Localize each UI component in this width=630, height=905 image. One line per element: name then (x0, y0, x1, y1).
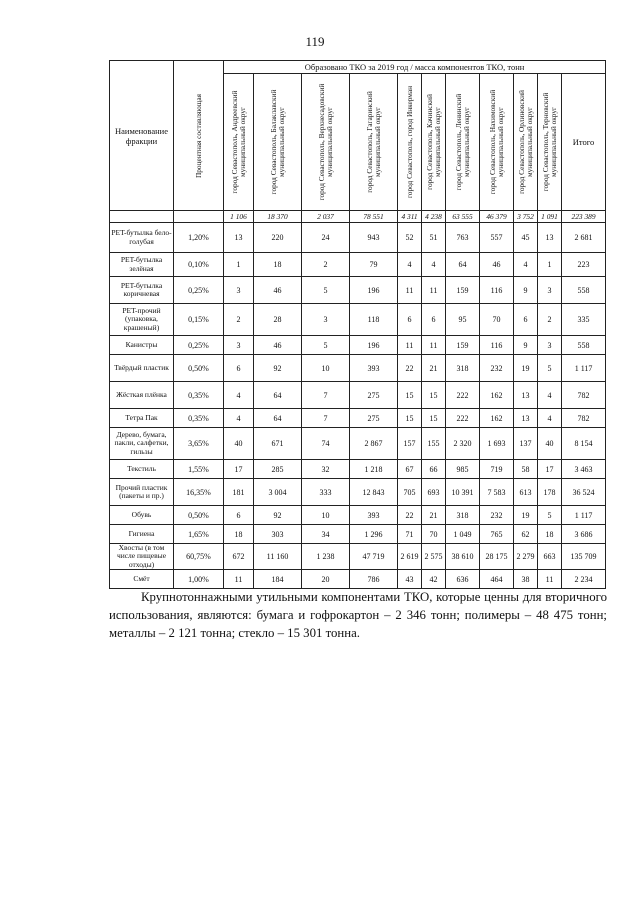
district-value: 18 (224, 525, 254, 544)
row-total: 782 (562, 409, 606, 428)
district-mass: 4 238 (422, 211, 446, 223)
district-value: 71 (398, 525, 422, 544)
district-value: 17 (224, 460, 254, 479)
table-body (110, 223, 606, 589)
district-value: 232 (480, 506, 514, 525)
district-value: 51 (422, 223, 446, 253)
mass-total: 223 389 (562, 211, 606, 223)
fraction-percent: 16,35% (174, 479, 224, 506)
district-value: 21 (422, 506, 446, 525)
district-value: 66 (422, 460, 446, 479)
fraction-percent: 0,15% (174, 304, 224, 336)
district-value: 12 843 (350, 479, 398, 506)
row-total: 2 681 (562, 223, 606, 253)
table-row (110, 525, 606, 544)
district-value: 2 279 (514, 544, 538, 570)
district-value: 118 (350, 304, 398, 336)
header-district: город Севастополь, Андреевский муниципальный округ (224, 74, 254, 211)
district-value: 74 (302, 428, 350, 460)
fraction-name: Смёт (110, 570, 174, 589)
district-value: 196 (350, 277, 398, 304)
district-value: 1 296 (350, 525, 398, 544)
district-value: 1 (538, 253, 562, 277)
district-value: 46 (480, 253, 514, 277)
district-value: 220 (254, 223, 302, 253)
district-value: 178 (538, 479, 562, 506)
district-value: 15 (398, 409, 422, 428)
row-total: 558 (562, 336, 606, 355)
district-value: 5 (302, 277, 350, 304)
fraction-percent: 1,00% (174, 570, 224, 589)
district-value: 9 (514, 277, 538, 304)
district-value: 13 (514, 382, 538, 409)
district-mass: 1 106 (224, 211, 254, 223)
district-value: 28 175 (480, 544, 514, 570)
district-value: 184 (254, 570, 302, 589)
table-row (110, 336, 606, 355)
header-district: город Севастополь, Балаклавский муниципальный округ (254, 74, 302, 211)
district-value: 15 (422, 382, 446, 409)
district-mass: 63 555 (446, 211, 480, 223)
district-value: 464 (480, 570, 514, 589)
table-row (110, 304, 606, 336)
district-value: 11 (422, 277, 446, 304)
district-value: 22 (398, 355, 422, 382)
district-value: 333 (302, 479, 350, 506)
district-value: 52 (398, 223, 422, 253)
fraction-percent: 1,20% (174, 223, 224, 253)
district-value: 557 (480, 223, 514, 253)
district-value: 162 (480, 409, 514, 428)
district-value: 40 (224, 428, 254, 460)
district-value: 11 (422, 336, 446, 355)
district-value: 763 (446, 223, 480, 253)
row-total: 2 234 (562, 570, 606, 589)
district-value: 64 (254, 409, 302, 428)
district-value: 159 (446, 336, 480, 355)
table-row (110, 460, 606, 479)
district-value: 943 (350, 223, 398, 253)
district-value: 13 (514, 409, 538, 428)
row-total: 36 524 (562, 479, 606, 506)
district-value: 1 238 (302, 544, 350, 570)
district-value: 20 (302, 570, 350, 589)
district-value: 11 (398, 336, 422, 355)
district-value: 672 (224, 544, 254, 570)
header-fraction: Наименование фракции (110, 61, 174, 211)
district-value: 765 (480, 525, 514, 544)
district-value: 42 (422, 570, 446, 589)
fraction-percent: 0,25% (174, 336, 224, 355)
header-total: Итого (562, 74, 606, 211)
fraction-percent: 0,25% (174, 277, 224, 304)
district-value: 4 (224, 409, 254, 428)
district-value: 693 (422, 479, 446, 506)
district-value: 19 (514, 506, 538, 525)
row-total: 782 (562, 382, 606, 409)
district-value: 4 (538, 409, 562, 428)
district-value: 2 (224, 304, 254, 336)
district-value: 47 719 (350, 544, 398, 570)
district-value: 663 (538, 544, 562, 570)
district-value: 92 (254, 506, 302, 525)
district-value: 719 (480, 460, 514, 479)
district-value: 7 (302, 409, 350, 428)
district-value: 10 391 (446, 479, 480, 506)
row-total: 223 (562, 253, 606, 277)
fraction-name: Твёрдый пластик (110, 355, 174, 382)
district-value: 22 (398, 506, 422, 525)
district-value: 10 (302, 506, 350, 525)
district-value: 613 (514, 479, 538, 506)
header-district: город Севастополь, город Инкерман (398, 74, 422, 211)
district-value: 67 (398, 460, 422, 479)
row-total: 135 709 (562, 544, 606, 570)
district-value: 4 (422, 253, 446, 277)
district-value: 196 (350, 336, 398, 355)
district-value: 671 (254, 428, 302, 460)
fraction-percent: 0,35% (174, 409, 224, 428)
district-value: 17 (538, 460, 562, 479)
district-value: 11 (398, 277, 422, 304)
row-total: 1 117 (562, 355, 606, 382)
district-mass: 4 311 (398, 211, 422, 223)
district-value: 13 (538, 223, 562, 253)
district-value: 18 (254, 253, 302, 277)
district-value: 3 (224, 277, 254, 304)
district-value: 95 (446, 304, 480, 336)
district-value: 2 320 (446, 428, 480, 460)
fraction-name: PET-бутылка коричневая (110, 277, 174, 304)
district-value: 34 (302, 525, 350, 544)
district-value: 116 (480, 277, 514, 304)
district-value: 6 (224, 355, 254, 382)
district-value: 4 (538, 382, 562, 409)
fraction-percent: 3,65% (174, 428, 224, 460)
fraction-name: Гигиена (110, 525, 174, 544)
row-total: 558 (562, 277, 606, 304)
table-row (110, 277, 606, 304)
fraction-name: Прочий пластик (пакеты и пр.) (110, 479, 174, 506)
district-value: 92 (254, 355, 302, 382)
header-district: город Севастополь, Верхнесадовский муниципальный округ (302, 74, 350, 211)
district-value: 1 049 (446, 525, 480, 544)
row-total: 3 463 (562, 460, 606, 479)
district-value: 79 (350, 253, 398, 277)
district-value: 38 610 (446, 544, 480, 570)
district-value: 6 (514, 304, 538, 336)
page-number: 119 (305, 34, 325, 49)
district-value: 38 (514, 570, 538, 589)
district-value: 636 (446, 570, 480, 589)
district-value: 1 (224, 253, 254, 277)
district-value: 15 (422, 409, 446, 428)
district-value: 285 (254, 460, 302, 479)
fraction-percent: 1,55% (174, 460, 224, 479)
district-value: 28 (254, 304, 302, 336)
district-value: 11 (538, 570, 562, 589)
district-value: 5 (538, 506, 562, 525)
district-value: 9 (514, 336, 538, 355)
row-total: 3 686 (562, 525, 606, 544)
district-value: 4 (224, 382, 254, 409)
district-value: 318 (446, 506, 480, 525)
row-total: 8 154 (562, 428, 606, 460)
district-value: 70 (422, 525, 446, 544)
fraction-name: Обувь (110, 506, 174, 525)
district-mass: 2 037 (302, 211, 350, 223)
district-value: 3 004 (254, 479, 302, 506)
header-district: город Севастополь, Ленинский муниципальный округ (446, 74, 480, 211)
district-value: 2 (538, 304, 562, 336)
district-value: 6 (224, 506, 254, 525)
header-super: Образовано ТКО за 2019 год / масса компонентов ТКО, тонн (224, 61, 606, 74)
district-value: 393 (350, 355, 398, 382)
district-value: 13 (224, 223, 254, 253)
table-row (110, 506, 606, 525)
row-total: 1 117 (562, 506, 606, 525)
district-value: 6 (422, 304, 446, 336)
district-value: 4 (398, 253, 422, 277)
district-value: 6 (398, 304, 422, 336)
district-value: 3 (538, 277, 562, 304)
district-value: 11 160 (254, 544, 302, 570)
district-value: 4 (514, 253, 538, 277)
district-value: 32 (302, 460, 350, 479)
district-value: 64 (254, 382, 302, 409)
district-value: 318 (446, 355, 480, 382)
district-value: 43 (398, 570, 422, 589)
district-value: 18 (538, 525, 562, 544)
fraction-percent: 0,10% (174, 253, 224, 277)
district-value: 157 (398, 428, 422, 460)
district-value: 303 (254, 525, 302, 544)
district-value: 19 (514, 355, 538, 382)
district-value: 222 (446, 409, 480, 428)
district-value: 137 (514, 428, 538, 460)
district-value: 2 867 (350, 428, 398, 460)
district-value: 232 (480, 355, 514, 382)
district-value: 2 (302, 253, 350, 277)
district-value: 162 (480, 382, 514, 409)
table-row (110, 253, 606, 277)
body-paragraph: Крупнотоннажными утильными компонентами ТКО, которые ценны для вторичного использования, являются: бумага и гофрокартон – 2 346 тонн; полимеры – 48 475 тонн; металлы – 2 121 тонна; стекло – 15 301 тонна. (109, 590, 607, 640)
header-district: город Севастополь, Качинский муниципальный округ (422, 74, 446, 211)
district-value: 1 693 (480, 428, 514, 460)
district-value: 985 (446, 460, 480, 479)
district-value: 70 (480, 304, 514, 336)
district-value: 11 (224, 570, 254, 589)
waste-composition-table (109, 60, 606, 589)
district-value: 3 (302, 304, 350, 336)
fraction-name: Жёсткая плёнка (110, 382, 174, 409)
fraction-name: Дерево, бумага, пакли, салфетки, гильзы (110, 428, 174, 460)
fraction-name: Хвосты (в том числе пищевые отходы) (110, 544, 174, 570)
district-value: 46 (254, 277, 302, 304)
district-value: 21 (422, 355, 446, 382)
fraction-percent: 0,50% (174, 355, 224, 382)
district-value: 15 (398, 382, 422, 409)
header-district: город Севастополь, Нахимовский муниципальный округ (480, 74, 514, 211)
district-mass: 3 752 (514, 211, 538, 223)
district-value: 159 (446, 277, 480, 304)
district-value: 3 (224, 336, 254, 355)
district-value: 58 (514, 460, 538, 479)
table-row (110, 544, 606, 570)
district-value: 2 619 (398, 544, 422, 570)
fraction-percent: 1,65% (174, 525, 224, 544)
district-value: 222 (446, 382, 480, 409)
district-mass: 1 091 (538, 211, 562, 223)
district-value: 5 (538, 355, 562, 382)
fraction-percent: 0,35% (174, 382, 224, 409)
district-value: 275 (350, 382, 398, 409)
district-value: 46 (254, 336, 302, 355)
header-percent: Процентная составляющая (174, 61, 224, 211)
district-value: 62 (514, 525, 538, 544)
table-row (110, 570, 606, 589)
district-value: 116 (480, 336, 514, 355)
district-value: 5 (302, 336, 350, 355)
district-mass: 46 379 (480, 211, 514, 223)
fraction-name: PET-бутылка бело-голубая (110, 223, 174, 253)
fraction-percent: 0,50% (174, 506, 224, 525)
row-total: 335 (562, 304, 606, 336)
fraction-percent: 60,75% (174, 544, 224, 570)
district-value: 786 (350, 570, 398, 589)
district-value: 705 (398, 479, 422, 506)
header-district: город Севастополь, Терновский муниципальный округ (538, 74, 562, 211)
district-mass: 18 370 (254, 211, 302, 223)
district-value: 7 583 (480, 479, 514, 506)
fraction-name: Канистры (110, 336, 174, 355)
fraction-name: Тетра Пак (110, 409, 174, 428)
district-value: 181 (224, 479, 254, 506)
table-row (110, 355, 606, 382)
district-value: 1 218 (350, 460, 398, 479)
district-value: 7 (302, 382, 350, 409)
table-row (110, 223, 606, 253)
table-row (110, 428, 606, 460)
district-value: 40 (538, 428, 562, 460)
fraction-name: PET-прочий (упаковка, крашеный) (110, 304, 174, 336)
district-value: 393 (350, 506, 398, 525)
district-value: 3 (538, 336, 562, 355)
table-row (110, 382, 606, 409)
district-value: 2 575 (422, 544, 446, 570)
district-value: 155 (422, 428, 446, 460)
district-value: 275 (350, 409, 398, 428)
district-value: 45 (514, 223, 538, 253)
district-mass: 78 551 (350, 211, 398, 223)
district-value: 10 (302, 355, 350, 382)
fraction-name: PET-бутылка зелёная (110, 253, 174, 277)
district-value: 64 (446, 253, 480, 277)
header-district: город Севастополь, Орлиновский муниципальный округ (514, 74, 538, 211)
table-row (110, 409, 606, 428)
fraction-name: Текстиль (110, 460, 174, 479)
header-district: город Севастополь, Гагаринский муниципальный округ (350, 74, 398, 211)
district-value: 24 (302, 223, 350, 253)
table-row (110, 479, 606, 506)
